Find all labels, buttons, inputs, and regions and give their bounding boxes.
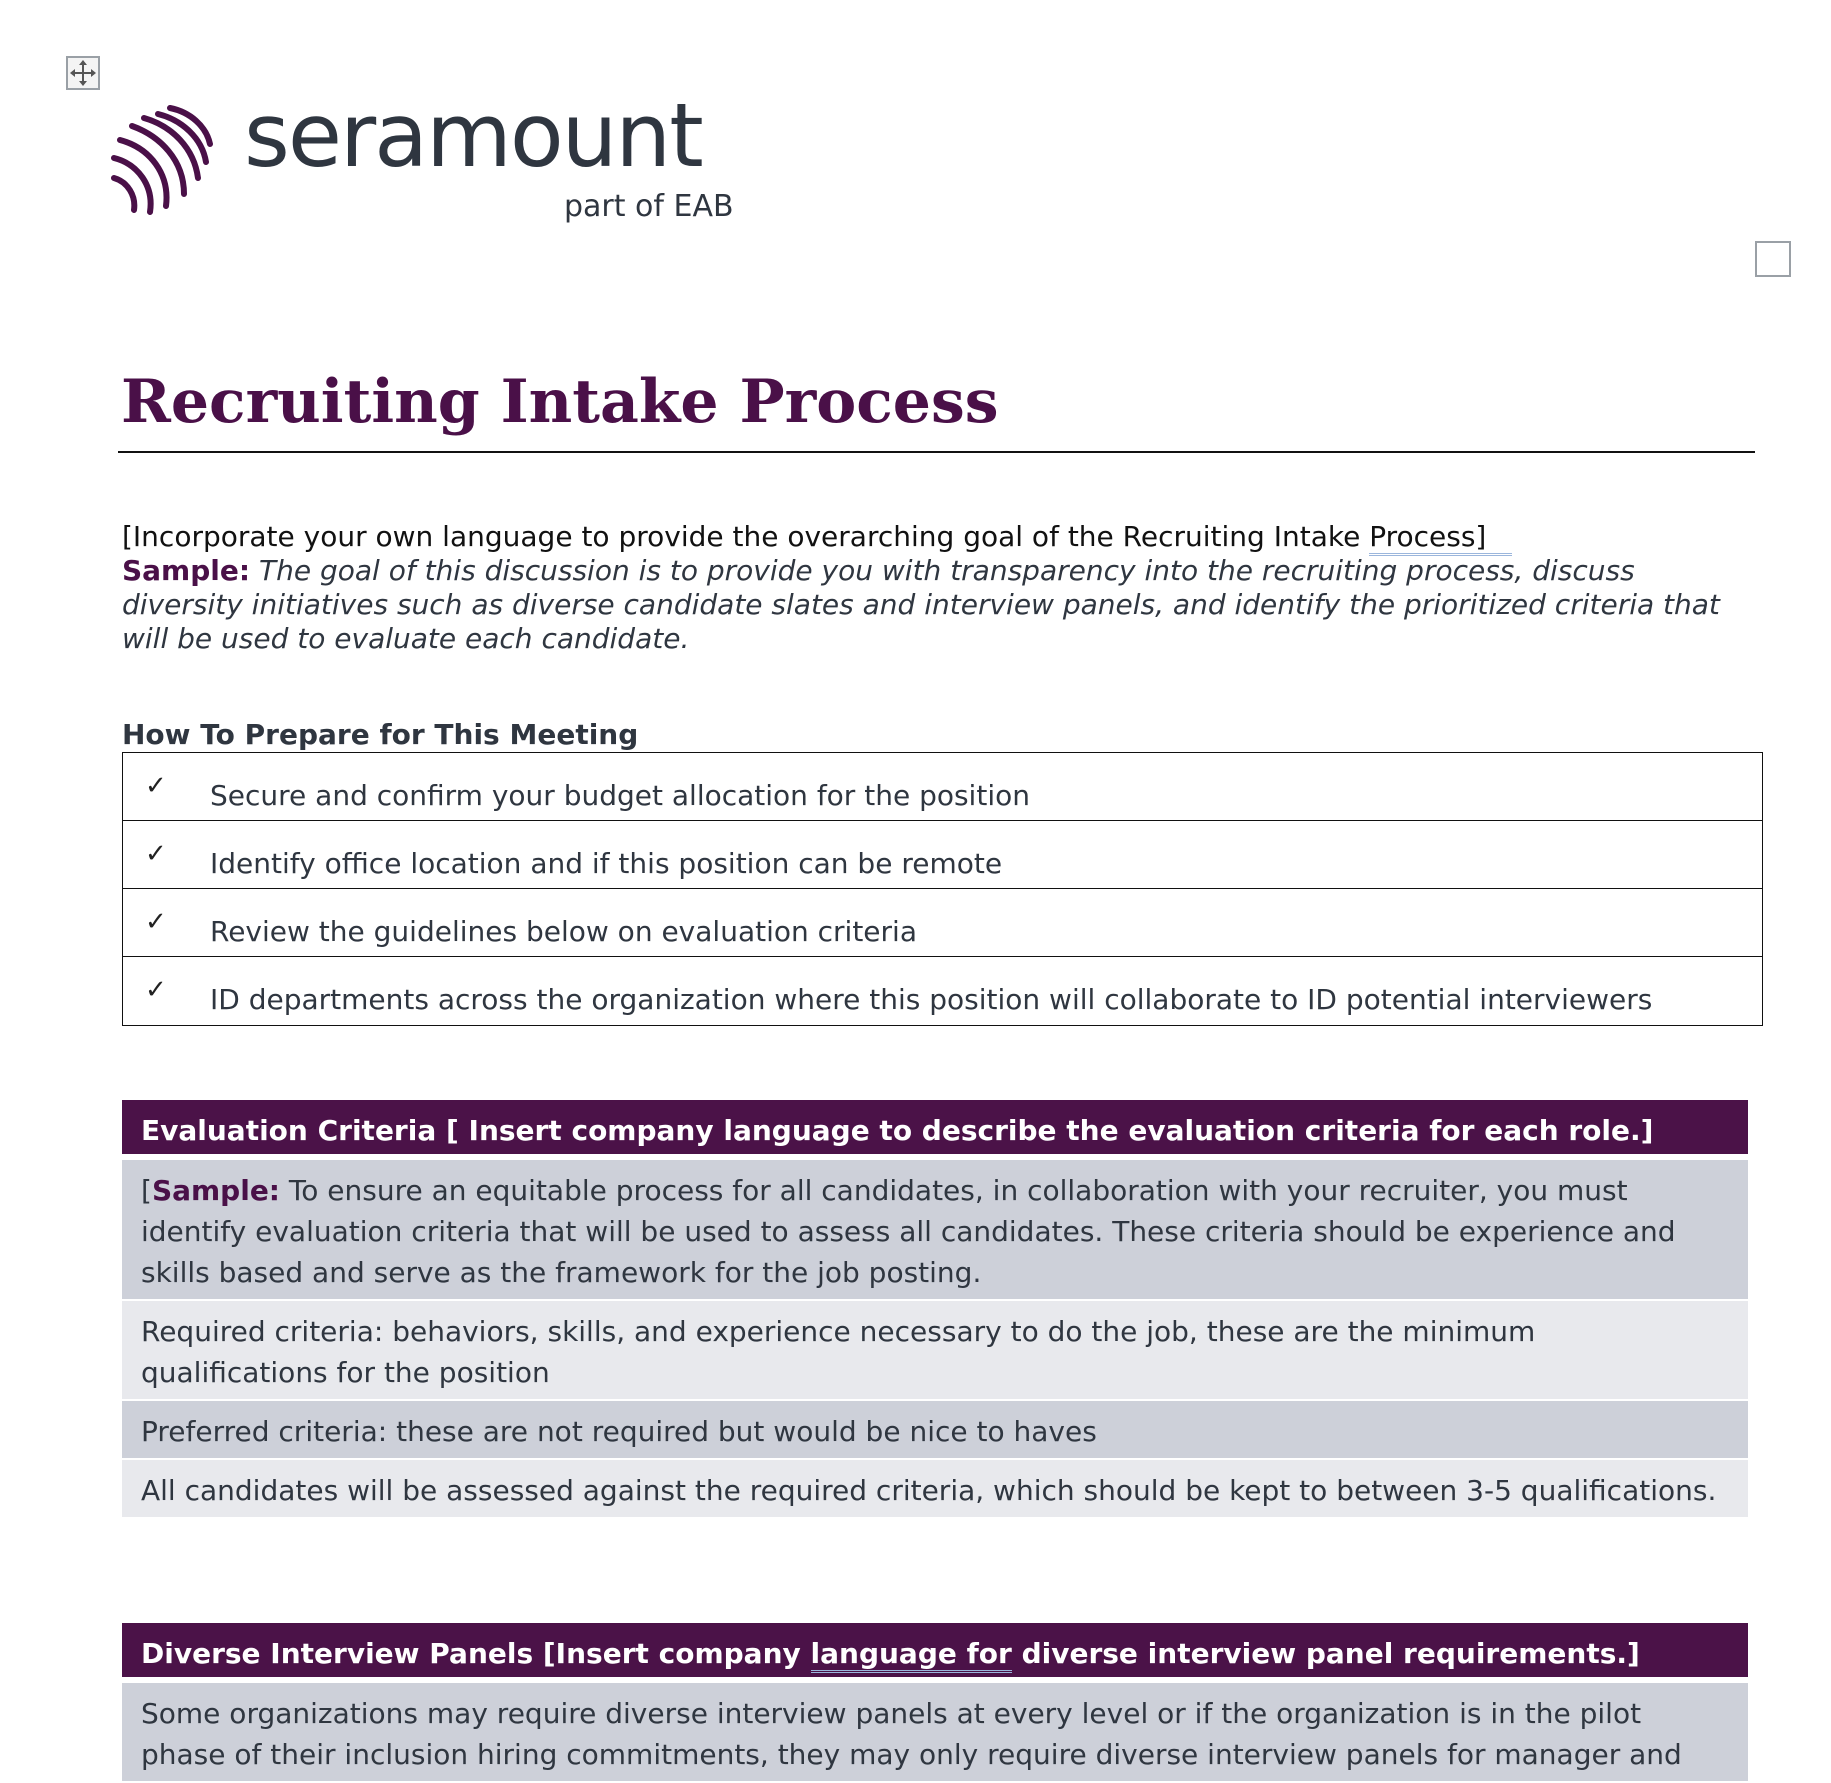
diverse-interview-panels-section (122, 1623, 1748, 1783)
sample-label: Sample: (151, 1174, 281, 1207)
evaluation-sample-row (122, 1160, 1748, 1301)
checklist-text: Secure and confirm your budget allocation for the position (210, 779, 1030, 812)
seramount-swirl-icon (110, 104, 220, 216)
checklist-row (123, 889, 1762, 957)
evaluation-criteria-section (122, 1100, 1748, 1519)
table-resize-handle[interactable] (1755, 241, 1791, 277)
assessment-note-row: All candidates will be assessed against the required criteria, which should be kept to between 3-5 qualifications. (122, 1460, 1748, 1519)
checklist-text: ID departments across the organization where this position will collaborate to ID potential interviewers (210, 983, 1653, 1016)
instruction-text: [Incorporate your own language to provide the overarching goal of the Recruiting Intake (122, 520, 1370, 553)
sample-text: To ensure an equitable process for all candidates, in collaboration with your recruiter, you must identify evaluation criteria that will be used to assess all candidates. These criteria should be experience and skills based and serve as the framework for the job posting. (141, 1174, 1676, 1289)
sample-text: The goal of this discussion is to provide you with transparency into the recruiting process, discuss diversity initiatives such as diverse candidate slates and interview panels, and identify the prioritized criteria that will be used to evaluate each candidate. (122, 554, 1720, 655)
checklist-row (123, 957, 1762, 1025)
intro-sample (122, 554, 1762, 656)
diverse-panels-header (122, 1623, 1748, 1683)
instruction-underlined-text: Process] (1369, 520, 1512, 556)
title-divider (118, 451, 1755, 453)
logo-wordmark: seramount (244, 84, 702, 187)
page-title: Recruiting Intake Process (121, 367, 999, 437)
prepare-checklist (122, 752, 1763, 1026)
sample-bracket: [ (141, 1174, 152, 1207)
sample-label: Sample: (122, 554, 251, 587)
checklist-text: Identify office location and if this position can be remote (210, 847, 1003, 880)
checklist-row (123, 821, 1762, 889)
checkmark-icon: ✓ (145, 975, 167, 1005)
intro-paragraph (122, 520, 1762, 656)
logo-subtitle: part of EAB (564, 189, 734, 224)
checkmark-icon: ✓ (145, 907, 167, 937)
header-text-end: diverse interview panel requirements.] (1011, 1637, 1640, 1670)
checkmark-icon: ✓ (145, 771, 167, 801)
diverse-panels-text-row: Some organizations may require diverse interview panels at every level or if the organization is in the pilot phase of their inclusion hiring commitments, they may only require diverse interview panels for manager and (122, 1683, 1748, 1783)
move-arrows-icon (68, 58, 98, 88)
table-move-handle[interactable] (66, 56, 100, 90)
preferred-criteria-row: Preferred criteria: these are not required but would be nice to haves (122, 1401, 1748, 1460)
evaluation-criteria-header: Evaluation Criteria [ Insert company language to describe the evaluation criteria for each role.] (122, 1100, 1748, 1160)
header-text-start: Diverse Interview Panels [Insert company (141, 1637, 811, 1670)
checklist-row (123, 753, 1762, 821)
checkmark-icon: ✓ (145, 839, 167, 869)
seramount-logo (110, 84, 750, 240)
required-criteria-row: Required criteria: behaviors, skills, and experience necessary to do the job, these are the minimum qualifications for the position (122, 1301, 1748, 1401)
prepare-heading: How To Prepare for This Meeting (122, 718, 639, 751)
checklist-text: Review the guidelines below on evaluation criteria (210, 915, 917, 948)
intro-instruction (122, 520, 1762, 554)
header-underlined-text: language for (811, 1637, 1012, 1673)
